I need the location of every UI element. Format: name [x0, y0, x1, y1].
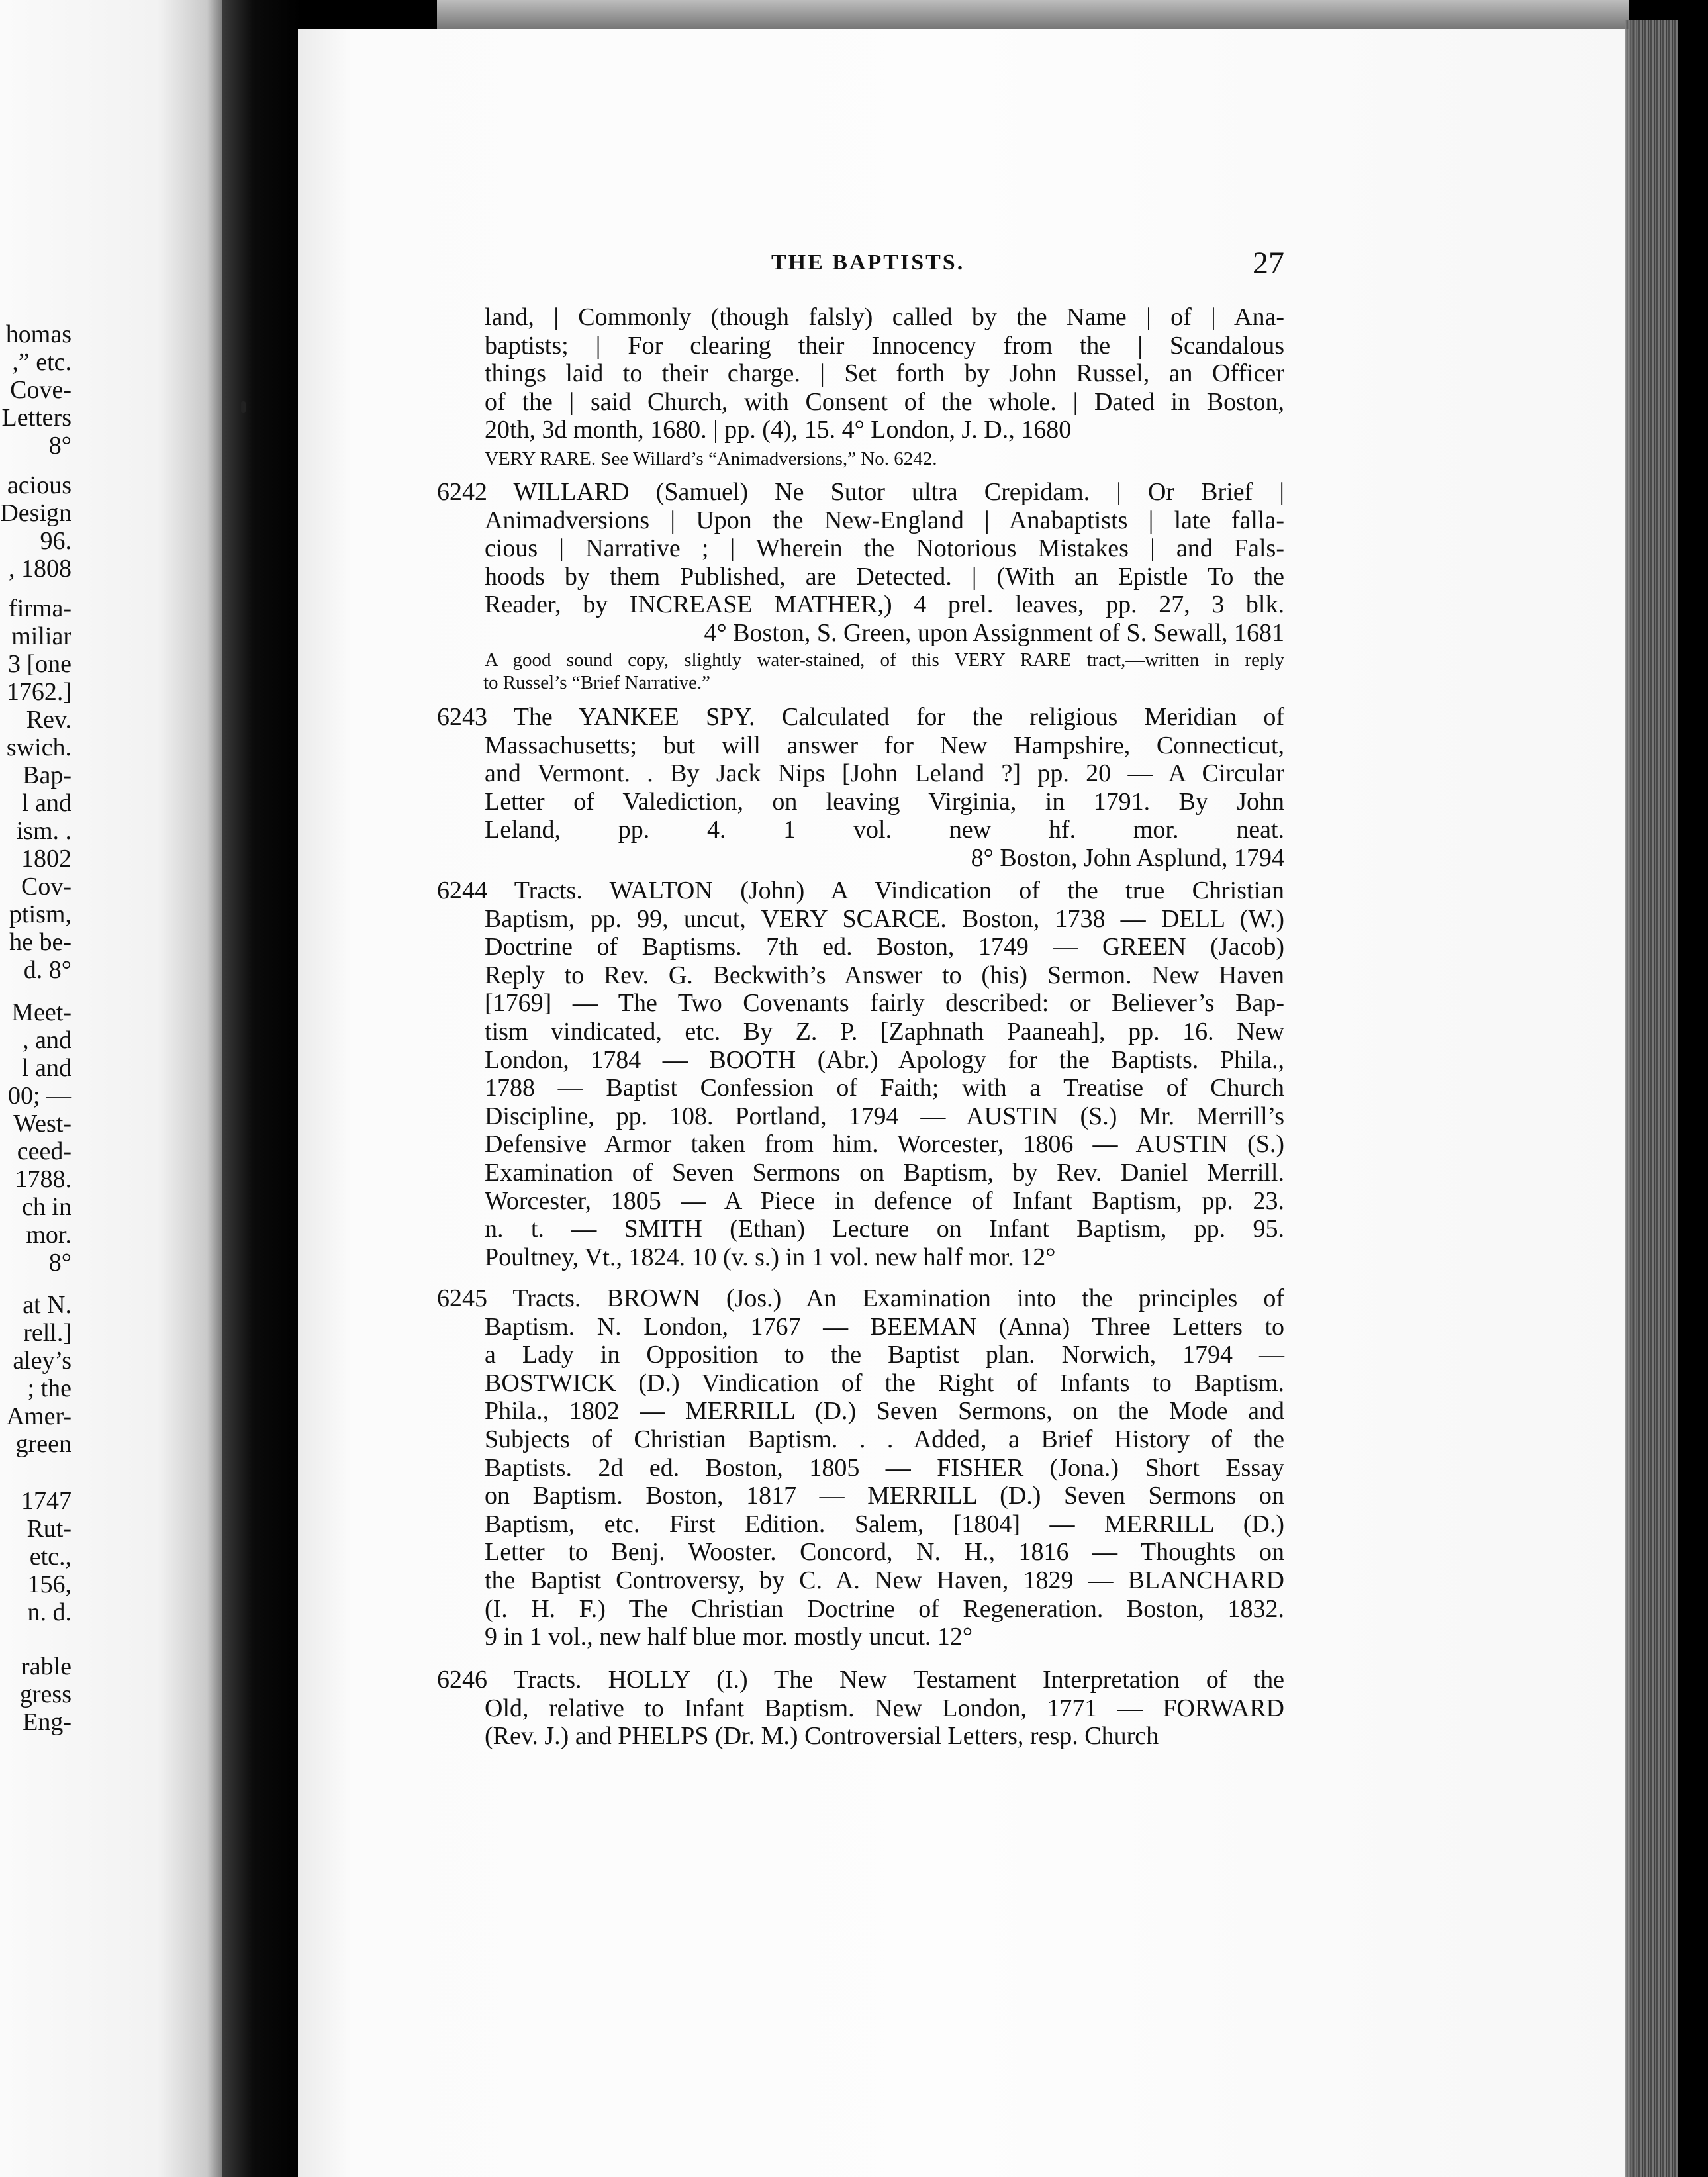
- entry-line: Defensive Armor taken from him. Worcester, 1806 — AUSTIN (S.): [485, 1130, 1284, 1159]
- facing-page-fragment: 156,: [27, 1571, 71, 1598]
- facing-page-fragment: swich.: [6, 734, 71, 761]
- entry-line: and Vermont. . By Jack Nips [John Leland ?] pp. 20 — A Circular: [485, 759, 1284, 788]
- facing-page-fragment: mor.: [26, 1221, 71, 1249]
- facing-page-fragment: Cov-: [21, 873, 71, 900]
- entry-line: tism vindicated, etc. By Z. P. [Zaphnath Paaneah], pp. 16. New: [485, 1018, 1284, 1045]
- facing-page-fragment: ism. .: [16, 817, 71, 845]
- entry-first-line: [437, 1666, 1284, 1694]
- facing-page-fragment: ptism,: [9, 900, 71, 928]
- entry-line: London, 1784 — BOOTH (Abr.) Apology for the Baptists. Phila.,: [485, 1045, 1284, 1074]
- entry-line: Poultney, Vt., 1824. 10 (v. s.) in 1 vol. new half mor. 12°: [485, 1243, 1056, 1271]
- facing-page-fragment: West-: [13, 1110, 71, 1137]
- entry-line: baptists; | For clearing their Innocency from the | Scandalous: [485, 331, 1284, 360]
- facing-page-fragment: 8°: [48, 1249, 71, 1277]
- entry-line: of the | said Church, with Consent of the whole. | Dated in Boston,: [485, 387, 1284, 416]
- facing-page-fragment: Rut-: [26, 1515, 71, 1543]
- facing-page-fragment: 8°: [48, 432, 71, 460]
- margin-mark: [241, 401, 246, 413]
- entry-first-line: [437, 703, 1284, 732]
- entry-line: Discipline, pp. 108. Portland, 1794 — AUSTIN (S.) Mr. Merrill’s: [485, 1102, 1284, 1130]
- entry-line: Animadversions | Upon the New-England | Anabaptists | late falla-: [485, 506, 1284, 534]
- facing-page-fragment: 1802: [21, 845, 71, 873]
- facing-page-fragment: miliar: [11, 622, 71, 650]
- lot-number: 6244: [437, 877, 514, 904]
- entry-line: things laid to their charge. | Set forth by John Russel, an Officer: [485, 360, 1284, 388]
- entry-line: hoods by them Published, are Detected. | (With an Epistle To the: [485, 562, 1284, 591]
- entry-line: land, | Commonly (though falsly) called by the Name | of | Ana-: [485, 303, 1284, 331]
- lot-number: 6243: [437, 703, 514, 731]
- entry-line: 1788 — Baptist Confession of Faith; with a Treatise of Church: [485, 1074, 1284, 1102]
- entry-line: Worcester, 1805 — A Piece in defence of Infant Baptism, pp. 23.: [485, 1186, 1284, 1215]
- facing-page-fragment: Eng-: [23, 1708, 71, 1736]
- facing-page-fragment: ch in: [22, 1193, 71, 1221]
- entry-text: Tracts. BROWN (Jos.) An Examination into the principles of: [512, 1284, 1284, 1312]
- entry-line: on Baptism. Boston, 1817 — MERRILL (D.) Seven Sermons on: [485, 1482, 1284, 1510]
- facing-page-fragment: d. 8°: [23, 956, 71, 984]
- page-edges: [1625, 20, 1678, 2177]
- facing-page-fragment: homas: [5, 320, 71, 348]
- facing-page-fragment: green: [15, 1430, 71, 1458]
- facing-page-fragment: firma-: [9, 595, 71, 622]
- facing-page-fragment: Amer-: [6, 1402, 71, 1430]
- lot-number: 6242: [437, 478, 514, 506]
- entry-first-line: [437, 877, 1284, 905]
- entry-text: Tracts. WALTON (John) A Vindication of the true Christian: [514, 877, 1284, 904]
- entry-line: Phila., 1802 — MERRILL (D.) Seven Sermons, on the Mode and: [485, 1397, 1284, 1426]
- entry-note: A good sound copy, slightly water-stained, of this VERY RARE tract,—written in reply: [485, 650, 1284, 671]
- facing-page-fragment: rell.]: [23, 1319, 71, 1347]
- entry-first-line: [437, 478, 1284, 507]
- facing-page-fragment: , and: [23, 1026, 71, 1054]
- facing-page-fragment: ceed-: [17, 1137, 71, 1165]
- entry-line: the Baptist Controversy, by C. A. New Haven, 1829 — BLANCHARD: [485, 1567, 1284, 1594]
- facing-page-fragment: Meet-: [11, 998, 71, 1026]
- entry-line: cious | Narrative ; | Wherein the Notorious Mistakes | and Fals-: [485, 534, 1284, 563]
- facing-page-fragment: gress: [19, 1680, 71, 1708]
- facing-page-fragment: l and: [22, 1054, 71, 1082]
- entry-text: WILLARD (Samuel) Ne Sutor ultra Crepidam. | Or Brief |: [513, 478, 1284, 506]
- facing-page-fragment: Rev.: [26, 706, 71, 734]
- entry-line: (I. H. F.) The Christian Doctrine of Regeneration. Boston, 1832.: [485, 1594, 1284, 1623]
- lot-number: 6246: [437, 1666, 514, 1694]
- book-gutter: [222, 0, 301, 2177]
- facing-page-fragment: rable: [21, 1653, 71, 1680]
- entry-line: Leland, pp. 4. 1 vol. new hf. mor. neat.: [485, 816, 1284, 844]
- underlying-page-edge: [437, 0, 1629, 32]
- lot-number: 6245: [437, 1284, 513, 1312]
- facing-page-fragment: l and: [22, 789, 71, 817]
- entry-line: BOSTWICK (D.) Vindication of the Right of Infants to Baptism.: [485, 1369, 1284, 1397]
- page-number: 27: [1253, 246, 1284, 281]
- entry-line: 4° Boston, S. Green, upon Assignment of S. Sewall, 1681: [704, 619, 1284, 647]
- facing-page-fragment: 96.: [40, 527, 71, 555]
- entry-text: The YANKEE SPY. Calculated for the religious Meridian of: [513, 703, 1284, 731]
- facing-page-fragment: aley’s: [13, 1347, 71, 1375]
- facing-page-fragment: at N.: [23, 1291, 71, 1319]
- facing-page-fragment: he be-: [9, 928, 71, 956]
- facing-page-fragment: Bap-: [23, 761, 71, 789]
- entry-line: Subjects of Christian Baptism. . . Added, a Brief History of the: [485, 1426, 1284, 1453]
- facing-page-fragment: , 1808: [9, 555, 71, 583]
- facing-page-fragment: acious: [7, 471, 71, 499]
- facing-page-fragment: 00; —: [7, 1082, 71, 1110]
- facing-page-fragment: Letters: [1, 404, 71, 432]
- facing-page-fragment: Cove-: [10, 376, 71, 404]
- entry-line: Baptism, etc. First Edition. Salem, [1804] — MERRILL (D.): [485, 1510, 1284, 1538]
- facing-page-fragment: 1747: [21, 1487, 71, 1515]
- entry-line: (Rev. J.) and PHELPS (Dr. M.) Controversial Letters, resp. Church: [485, 1722, 1159, 1751]
- facing-page-fragment: etc.,: [29, 1543, 71, 1571]
- entry-line: Letter to Benj. Wooster. Concord, N. H., 1816 — Thoughts on: [485, 1538, 1284, 1567]
- entry-line: Old, relative to Infant Baptism. New London, 1771 — FORWARD: [485, 1694, 1284, 1722]
- facing-page-fragment: ,” etc.: [12, 348, 71, 376]
- entry-text: Tracts. HOLLY (I.) The New Testament Interpretation of the: [513, 1666, 1284, 1694]
- entry-line: Doctrine of Baptisms. 7th ed. Boston, 1749 — GREEN (Jacob): [485, 933, 1284, 961]
- entry-line: 9 in 1 vol., new half blue mor. mostly uncut. 12°: [485, 1623, 973, 1651]
- entry-line: Massachusetts; but will answer for New Hampshire, Connecticut,: [485, 731, 1284, 759]
- entry-first-line: [437, 1284, 1284, 1313]
- entry-line: a Lady in Opposition to the Baptist plan. Norwich, 1794 —: [485, 1341, 1284, 1369]
- entry-line: 8° Boston, John Asplund, 1794: [971, 844, 1284, 872]
- entry-line: Baptism, pp. 99, uncut, VERY SCARCE. Boston, 1738 — DELL (W.): [485, 904, 1284, 933]
- facing-page-fragment: n. d.: [27, 1598, 71, 1626]
- running-head: THE BAPTISTS.: [771, 250, 965, 275]
- facing-page-fragment: 1762.]: [6, 678, 71, 706]
- entry-line: Examination of Seven Sermons on Baptism, by Rev. Daniel Merrill.: [485, 1159, 1284, 1186]
- entry-line: Reader, by INCREASE MATHER,) 4 prel. leaves, pp. 27, 3 blk.: [485, 591, 1284, 619]
- entry-note: to Russel’s “Brief Narrative.”: [483, 672, 711, 693]
- entry-line: n. t. — SMITH (Ethan) Lecture on Infant Baptism, pp. 95.: [485, 1215, 1284, 1243]
- entry-line: [1769] — The Two Covenants fairly described: or Believer’s Bap-: [485, 989, 1284, 1018]
- facing-page-fragment: ; the: [27, 1375, 71, 1402]
- entry-note: VERY RARE. See Willard’s “Animadversions,” No. 6242.: [485, 448, 937, 469]
- entry-line: Reply to Rev. G. Beckwith’s Answer to (his) Sermon. New Haven: [485, 961, 1284, 989]
- entry-line: Baptists. 2d ed. Boston, 1805 — FISHER (Jona.) Short Essay: [485, 1453, 1284, 1482]
- facing-page-fragment: Design: [0, 499, 71, 527]
- entry-line: 20th, 3d month, 1680. | pp. (4), 15. 4° London, J. D., 1680: [485, 416, 1072, 444]
- entry-line: Baptism. N. London, 1767 — BEEMAN (Anna) Three Letters to: [485, 1312, 1284, 1341]
- facing-page-fragment: 1788.: [15, 1165, 71, 1193]
- entry-line: Letter of Valediction, on leaving Virginia, in 1791. By John: [485, 787, 1284, 816]
- facing-page-fragment: 3 [one: [7, 650, 71, 678]
